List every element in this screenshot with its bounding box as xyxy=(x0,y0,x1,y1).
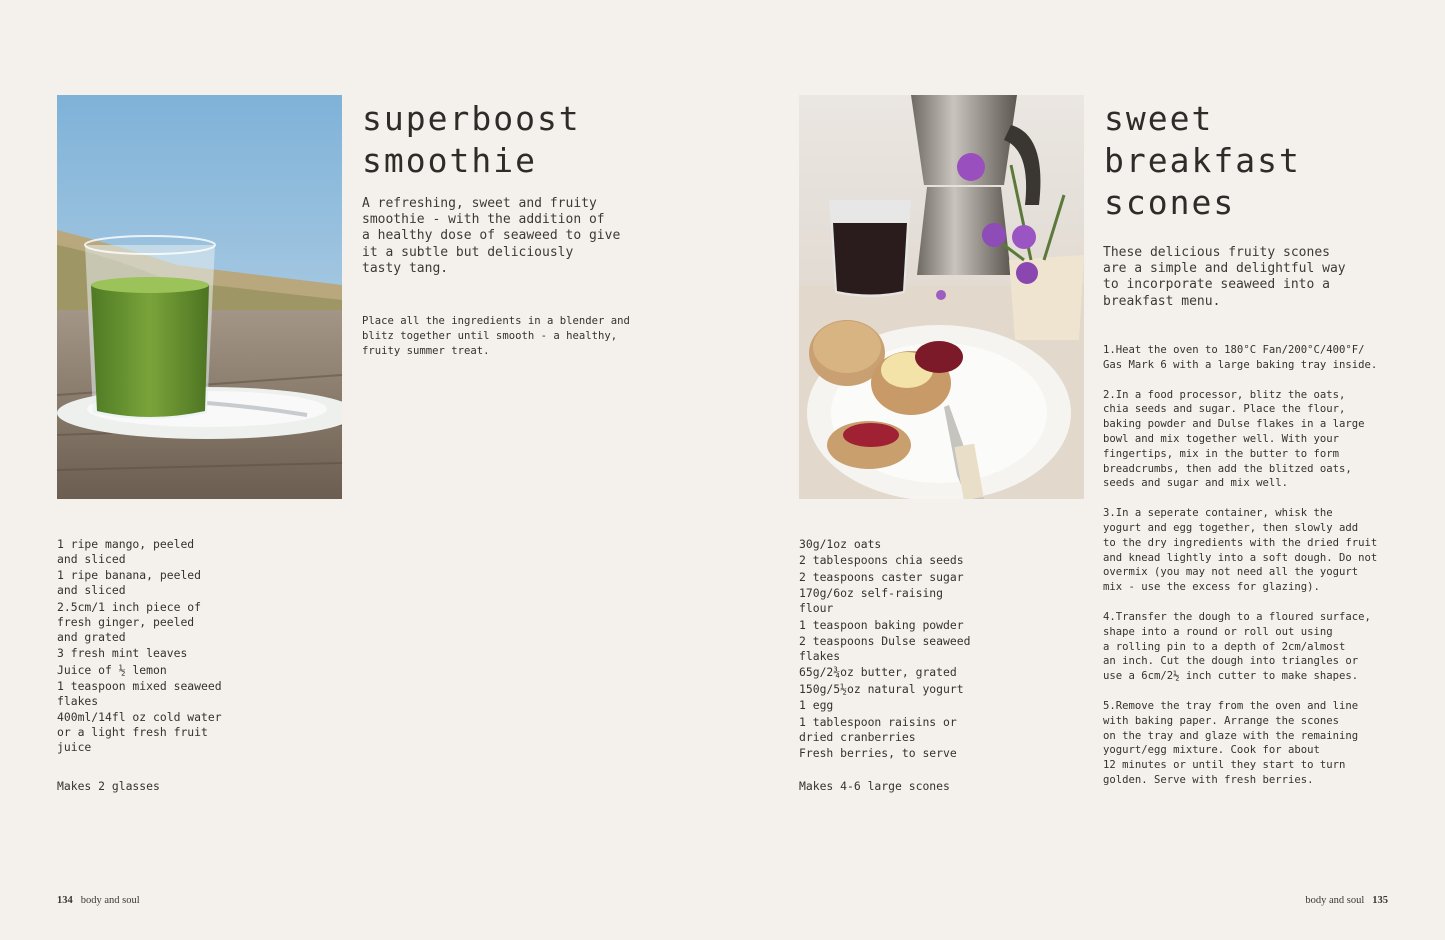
left-folio xyxy=(57,895,140,906)
smoothie-ingredients-list xyxy=(57,537,317,757)
page-number: 134 xyxy=(57,895,73,906)
ingredient-item: 2 tablespoons chia seeds xyxy=(799,553,964,568)
method-step: 4.Transfer the dough to a floured surface, shape into a round or roll out using a rolling pin to a depth of 2cm/almost an inch. Cut the dough into triangles or use a 6cm/2½ inch cutter to make shapes. xyxy=(1103,610,1371,683)
ingredient-item: 2.5cm/1 inch piece of fresh ginger, peeled and grated xyxy=(57,599,202,644)
title-line: smoothie xyxy=(362,141,537,180)
ingredient-item: Juice of ½ lemon xyxy=(57,662,167,677)
ingredient-item: 1 teaspoon baking powder xyxy=(799,617,964,632)
ingredient-item: 1 tablespoon raisins or dried cranberries xyxy=(799,714,957,744)
method-step: 5.Remove the tray from the oven and line with baking paper. Arrange the scones on the tray and glaze with the remaining yogurt/egg mixture. Cook for about 12 minutes or until they start to turn golden. Serve with fresh berries. xyxy=(1103,699,1359,786)
ingredient-item: 30g/1oz oats xyxy=(799,537,882,551)
title-line: scones xyxy=(1104,183,1236,222)
smoothie-intro: A refreshing, sweet and fruity smoothie - with the addition of a healthy dose of seaweed to give it a subtle but deliciously tasty tang. xyxy=(362,196,621,276)
ingredient-item: 1 ripe mango, peeled and sliced xyxy=(57,537,195,566)
right-folio xyxy=(1305,895,1388,906)
method-step: 3.In a seperate container, whisk the yogurt and egg together, then slowly add to the dry ingredients with the dried fruit and knead lightly into a soft dough. Do not overmix (you may not need all the yogurt mix - use the excess for glazing). xyxy=(1103,507,1378,594)
ingredient-item: 1 ripe banana, peeled and sliced xyxy=(57,568,202,598)
title-line: breakfast xyxy=(1104,141,1301,180)
smoothie-method: Place all the ingredients in a blender and blitz together until smooth - a healthy, fruity summer treat. xyxy=(362,315,630,357)
running-head: body and soul xyxy=(1305,895,1365,906)
scones-method-steps xyxy=(1103,343,1423,803)
scones-photo xyxy=(799,95,1084,499)
smoothie-photo xyxy=(57,95,342,499)
method-step: 2.In a food processor, blitz the oats, chia seeds and sugar. Place the flour, baking powder and Dulse flakes in a large bowl and mix together well. With your fingertips, mix in the butter to form breadcrumbs, then add the blitzed oats, seeds and sugar and mix well. xyxy=(1103,388,1365,490)
ingredient-item: 1 teaspoon mixed seaweed flakes xyxy=(57,678,222,708)
title-line: superboost xyxy=(362,99,581,138)
method-step: 1.Heat the oven to 180°C Fan/200°C/400°F/ Gas Mark 6 with a large baking tray inside. xyxy=(1103,344,1378,371)
smoothie-title xyxy=(362,98,581,182)
ingredient-item: 400ml/14fl oz cold water or a light fresh fruit juice xyxy=(57,710,222,755)
scones-ingredients-list xyxy=(799,537,1069,762)
title-line: sweet xyxy=(1104,99,1214,138)
ingredient-item: 1 egg xyxy=(799,698,834,713)
scones-intro: These delicious fruity scones are a simple and delightful way to incorporate seaweed into a breakfast menu. xyxy=(1103,245,1346,309)
ingredient-item: 3 fresh mint leaves xyxy=(57,646,188,661)
ingredient-item: 65g/2¾oz butter, grated xyxy=(799,665,957,680)
ingredient-item: 2 teaspoons caster sugar xyxy=(799,569,964,584)
ingredient-item: 150g/5½oz natural yogurt xyxy=(799,681,964,696)
page-number: 135 xyxy=(1372,895,1388,906)
ingredient-item: 170g/6oz self-raising flour xyxy=(799,586,944,616)
ingredient-item: Fresh berries, to serve xyxy=(799,745,957,760)
smoothie-yield: Makes 2 glasses xyxy=(57,779,160,793)
scones-yield: Makes 4-6 large scones xyxy=(799,779,950,793)
ingredient-item: 2 teaspoons Dulse seaweed flakes xyxy=(799,633,971,663)
scones-title xyxy=(1104,98,1301,224)
running-head: body and soul xyxy=(80,895,140,906)
